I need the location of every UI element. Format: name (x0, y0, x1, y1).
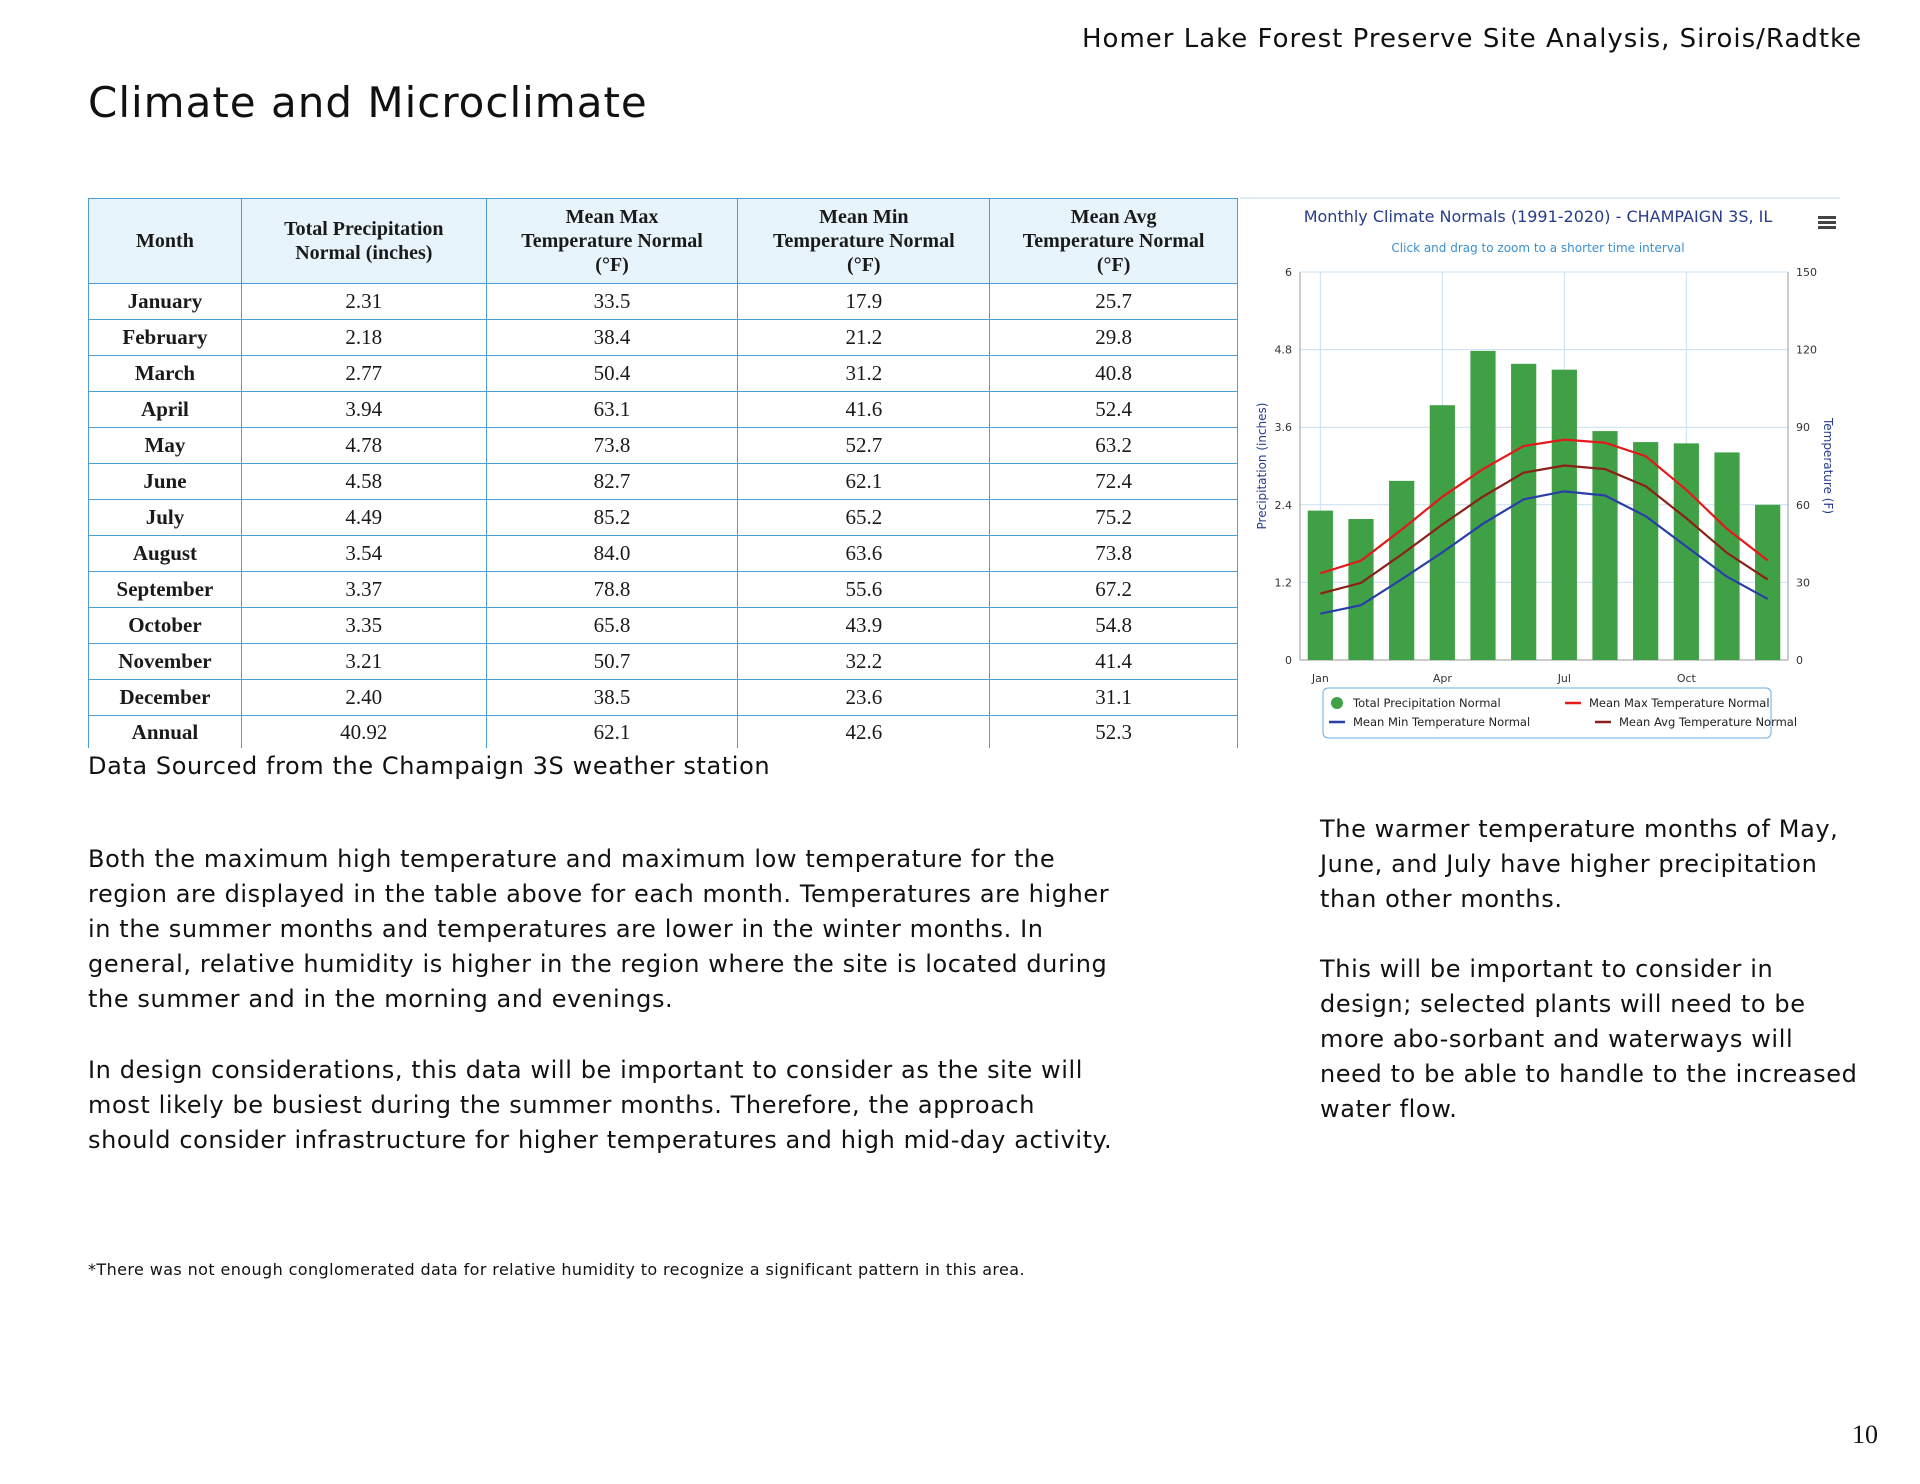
legend-label: Mean Max Temperature Normal (1589, 696, 1770, 710)
cell-mean-max: 84.0 (486, 536, 738, 572)
cell-mean-max: 38.5 (486, 680, 738, 716)
table-row (89, 644, 1238, 680)
cell-mean-avg: 72.4 (990, 464, 1238, 500)
table-row (89, 572, 1238, 608)
y-tick-label-right: 150 (1796, 266, 1817, 279)
column-header-mean-min: Mean Min Temperature Normal (°F) (738, 199, 990, 284)
page-number: 10 (1852, 1420, 1878, 1449)
cell-mean-min: 21.2 (738, 320, 990, 356)
cell-precipitation: 3.94 (241, 392, 486, 428)
cell-mean-avg: 63.2 (990, 428, 1238, 464)
cell-month: December (89, 680, 242, 716)
side-paragraph-precipitation: The warmer temperature months of May, June, and July have higher precipitation than other months. (1320, 815, 1839, 913)
cell-mean-min: 41.6 (738, 392, 990, 428)
footnote: *There was not enough conglomerated data for relative humidity to recognize a significant pattern in this area. (88, 1260, 1025, 1279)
body-paragraph-temperature: Both the maximum high temperature and maximum low temperature for the region are displayed in the table above for each month. Temperatures are higher in the summer months and temperatures are lower in the winter months. In general, relative humidity is higher in the region where the site is located during the summer and in the morning and evenings. (88, 845, 1110, 1013)
legend-label: Mean Avg Temperature Normal (1619, 715, 1798, 729)
cell-precipitation: 3.54 (241, 536, 486, 572)
cell-month: March (89, 356, 242, 392)
cell-mean-avg: 75.2 (990, 500, 1238, 536)
cell-mean-avg: 29.8 (990, 320, 1238, 356)
cell-mean-min: 62.1 (738, 464, 990, 500)
y-tick-label-left: 2.4 (1274, 498, 1292, 512)
cell-mean-min: 23.6 (738, 680, 990, 716)
y-tick-label-right: 60 (1796, 498, 1810, 512)
body-paragraph-design: In design considerations, this data will be important to consider as the site will most likely be busiest during the summer months. Therefore, the approach should consider infrastructure for higher temperatures and high mid-day activity. (88, 1056, 1113, 1154)
chart-title: Monthly Climate Normals (1991-2020) - CHAMPAIGN 3S, IL (1303, 207, 1773, 226)
cell-mean-avg: 52.4 (990, 392, 1238, 428)
cell-mean-max: 50.7 (486, 644, 738, 680)
y-axis-title-right: Temperature (F) (1821, 417, 1835, 515)
table-row (89, 392, 1238, 428)
menu-icon (1818, 216, 1836, 219)
x-tick-label: Apr (1432, 672, 1452, 685)
temperature-line-mean-max-temperature-normal (1320, 440, 1767, 574)
cell-precipitation: 4.78 (241, 428, 486, 464)
table-row (89, 500, 1238, 536)
cell-mean-max: 63.1 (486, 392, 738, 428)
cell-month: October (89, 608, 242, 644)
precip-bar (1552, 370, 1577, 660)
cell-month: February (89, 320, 242, 356)
x-tick-label: Jul (1557, 672, 1571, 685)
chart-svg (1240, 196, 1840, 748)
x-tick-label: Oct (1676, 672, 1696, 685)
cell-mean-max: 38.4 (486, 320, 738, 356)
precip-bar (1714, 452, 1739, 660)
chart-subtitle: Click and drag to zoom to a shorter time interval (1391, 241, 1685, 255)
cell-precipitation: 4.58 (241, 464, 486, 500)
cell-precipitation: 3.35 (241, 608, 486, 644)
cell-month: January (89, 284, 242, 320)
side-paragraph-design: This will be important to consider in design; selected plants will need to be more abo-sorbant and waterways will need to be able to handle to the increased water flow. (1320, 955, 1858, 1123)
y-tick-label-right: 90 (1796, 421, 1810, 435)
precip-bar (1592, 431, 1617, 660)
precip-bar (1308, 511, 1333, 660)
precip-bar (1470, 351, 1495, 660)
cell-mean-avg: 41.4 (990, 644, 1238, 680)
precip-bar (1430, 405, 1455, 660)
y-tick-label-left: 0 (1285, 654, 1292, 667)
precip-bar (1389, 481, 1414, 660)
temperature-line-mean-min-temperature-normal (1320, 491, 1767, 613)
climate-normals-table (88, 198, 1238, 748)
y-tick-label-left: 6 (1285, 266, 1292, 279)
cell-mean-avg: 54.8 (990, 608, 1238, 644)
table-row (89, 356, 1238, 392)
cell-precipitation: 2.77 (241, 356, 486, 392)
y-axis-title-left: Precipitation (inches) (1255, 402, 1269, 530)
cell-mean-avg: 52.3 (990, 716, 1238, 749)
cell-mean-min: 32.2 (738, 644, 990, 680)
legend-label: Total Precipitation Normal (1353, 696, 1501, 710)
climate-chart (1240, 196, 1840, 748)
y-tick-label-right: 120 (1796, 343, 1817, 357)
cell-month: September (89, 572, 242, 608)
source-note: Data Sourced from the Champaign 3S weather station (88, 752, 771, 780)
column-header-mean-max: Mean Max Temperature Normal (°F) (486, 199, 738, 284)
precip-bar (1348, 519, 1373, 660)
cell-precipitation: 3.37 (241, 572, 486, 608)
cell-mean-min: 43.9 (738, 608, 990, 644)
cell-mean-min: 63.6 (738, 536, 990, 572)
cell-month: November (89, 644, 242, 680)
y-tick-label-left: 3.6 (1274, 421, 1292, 435)
page-title: Climate and Microclimate (88, 78, 648, 127)
legend-label: Mean Min Temperature Normal (1353, 715, 1531, 729)
cell-precipitation: 2.31 (241, 284, 486, 320)
cell-mean-min: 65.2 (738, 500, 990, 536)
cell-precipitation: 3.21 (241, 644, 486, 680)
precip-bar (1511, 364, 1536, 660)
legend-marker (1331, 697, 1343, 709)
precip-bar (1633, 442, 1658, 660)
table-row (89, 716, 1238, 749)
cell-mean-avg: 31.1 (990, 680, 1238, 716)
cell-mean-max: 50.4 (486, 356, 738, 392)
cell-month: Annual (89, 716, 242, 749)
cell-mean-max: 85.2 (486, 500, 738, 536)
x-tick-label: Jan (1311, 672, 1329, 685)
cell-mean-max: 73.8 (486, 428, 738, 464)
column-header-mean-avg: Mean Avg Temperature Normal (°F) (990, 199, 1238, 284)
table-row (89, 536, 1238, 572)
cell-month: April (89, 392, 242, 428)
cell-mean-min: 55.6 (738, 572, 990, 608)
table-row (89, 464, 1238, 500)
y-tick-label-right: 0 (1796, 654, 1803, 667)
precip-bar (1755, 505, 1780, 660)
cell-precipitation: 4.49 (241, 500, 486, 536)
table-body (89, 284, 1238, 749)
cell-mean-min: 17.9 (738, 284, 990, 320)
cell-mean-avg: 40.8 (990, 356, 1238, 392)
cell-mean-max: 82.7 (486, 464, 738, 500)
cell-mean-avg: 25.7 (990, 284, 1238, 320)
cell-month: June (89, 464, 242, 500)
cell-month: August (89, 536, 242, 572)
menu-icon (1818, 221, 1836, 224)
cell-mean-max: 62.1 (486, 716, 738, 749)
y-tick-label-right: 30 (1796, 576, 1810, 590)
cell-mean-max: 33.5 (486, 284, 738, 320)
cell-precipitation: 2.40 (241, 680, 486, 716)
table-row (89, 608, 1238, 644)
cell-mean-avg: 73.8 (990, 536, 1238, 572)
column-header-month: Month (89, 199, 242, 284)
table-row (89, 284, 1238, 320)
table-row (89, 428, 1238, 464)
table-header-row (89, 199, 1238, 284)
menu-icon (1818, 226, 1836, 229)
cell-precipitation: 2.18 (241, 320, 486, 356)
cell-precipitation: 40.92 (241, 716, 486, 749)
table-row (89, 680, 1238, 716)
table-row (89, 320, 1238, 356)
y-tick-label-left: 1.2 (1274, 576, 1292, 590)
cell-mean-max: 78.8 (486, 572, 738, 608)
cell-mean-min: 31.2 (738, 356, 990, 392)
document-header: Homer Lake Forest Preserve Site Analysis, Sirois/Radtke (1082, 24, 1863, 54)
temperature-line-mean-avg-temperature-normal (1320, 465, 1767, 593)
cell-mean-max: 65.8 (486, 608, 738, 644)
cell-month: May (89, 428, 242, 464)
y-tick-label-left: 4.8 (1274, 343, 1292, 357)
column-header-precipitation: Total Precipitation Normal (inches) (241, 199, 486, 284)
cell-mean-avg: 67.2 (990, 572, 1238, 608)
cell-mean-min: 52.7 (738, 428, 990, 464)
cell-mean-min: 42.6 (738, 716, 990, 749)
cell-month: July (89, 500, 242, 536)
